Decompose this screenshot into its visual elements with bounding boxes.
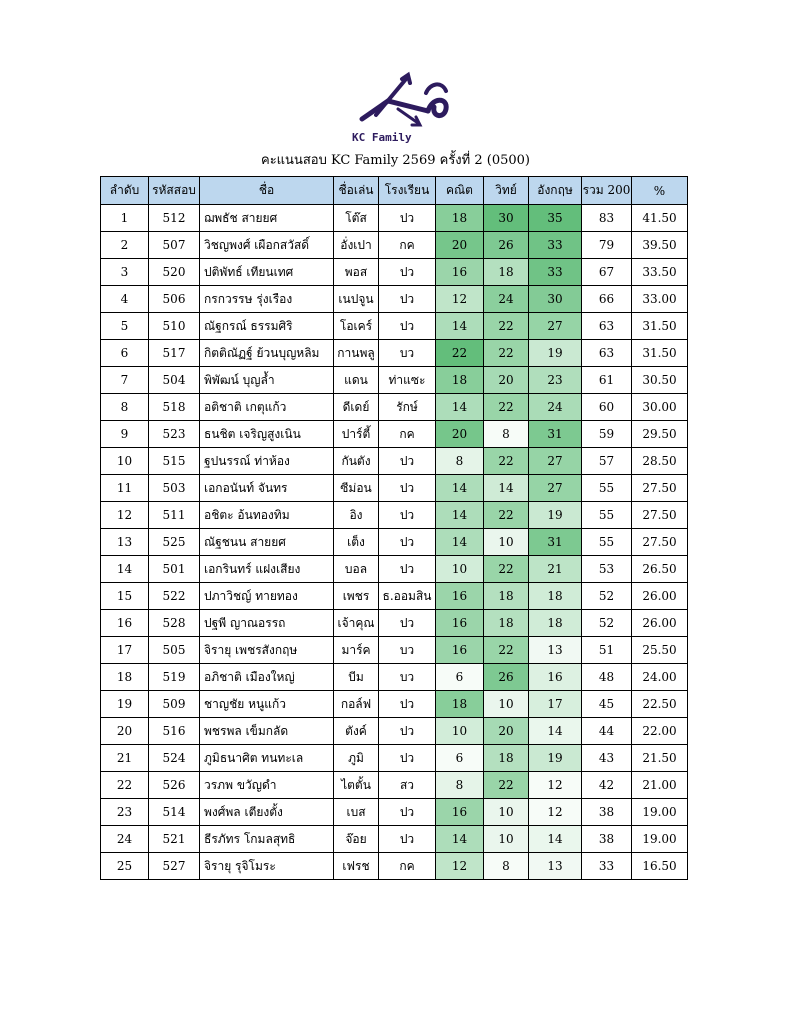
nickname-cell: บีม <box>334 664 379 691</box>
science-score-cell: 10 <box>484 691 529 718</box>
rank-cell: 9 <box>101 421 149 448</box>
header-row <box>101 177 688 205</box>
rank-cell: 12 <box>101 502 149 529</box>
english-score-cell: 17 <box>529 691 582 718</box>
rank-cell: 23 <box>101 799 149 826</box>
percent-cell: 22.50 <box>632 691 688 718</box>
exam-id-cell: 522 <box>149 583 200 610</box>
math-score-cell: 16 <box>436 637 484 664</box>
rank-cell: 8 <box>101 394 149 421</box>
name-cell: อภิชาติ เมืองใหญ่ <box>200 664 334 691</box>
name-cell: วิชญพงศ์ เผือกสวัสดิ์ <box>200 232 334 259</box>
rank-cell: 14 <box>101 556 149 583</box>
english-score-cell: 27 <box>529 475 582 502</box>
science-score-cell: 18 <box>484 259 529 286</box>
rank-cell: 5 <box>101 313 149 340</box>
science-score-cell: 22 <box>484 313 529 340</box>
total-cell: 83 <box>582 205 632 232</box>
table-row <box>101 502 688 529</box>
science-score-cell: 14 <box>484 475 529 502</box>
name-cell: อติชาติ เกตุแก้ว <box>200 394 334 421</box>
percent-cell: 19.00 <box>632 826 688 853</box>
science-score-cell: 26 <box>484 232 529 259</box>
percent-cell: 28.50 <box>632 448 688 475</box>
english-score-cell: 30 <box>529 286 582 313</box>
nickname-cell: เพชร <box>334 583 379 610</box>
table-row <box>101 718 688 745</box>
table-row <box>101 421 688 448</box>
math-score-cell: 18 <box>436 367 484 394</box>
total-cell: 44 <box>582 718 632 745</box>
kc-family-logo <box>336 71 454 149</box>
nickname-cell: เจ้าคุณ <box>334 610 379 637</box>
percent-cell: 21.50 <box>632 745 688 772</box>
total-cell: 57 <box>582 448 632 475</box>
science-score-cell: 20 <box>484 367 529 394</box>
exam-id-cell: 504 <box>149 367 200 394</box>
english-score-cell: 12 <box>529 772 582 799</box>
exam-id-cell: 516 <box>149 718 200 745</box>
total-cell: 42 <box>582 772 632 799</box>
nickname-cell: เฟรช <box>334 853 379 880</box>
table-body <box>101 205 688 880</box>
percent-cell: 24.00 <box>632 664 688 691</box>
total-cell: 61 <box>582 367 632 394</box>
percent-cell: 19.00 <box>632 799 688 826</box>
school-cell: ปว <box>379 475 436 502</box>
header-percent: % <box>632 177 688 205</box>
rank-cell: 16 <box>101 610 149 637</box>
english-score-cell: 19 <box>529 745 582 772</box>
science-score-cell: 22 <box>484 637 529 664</box>
rank-cell: 3 <box>101 259 149 286</box>
percent-cell: 21.00 <box>632 772 688 799</box>
english-score-cell: 27 <box>529 313 582 340</box>
total-cell: 55 <box>582 502 632 529</box>
school-cell: ปว <box>379 826 436 853</box>
total-cell: 53 <box>582 556 632 583</box>
percent-cell: 16.50 <box>632 853 688 880</box>
school-cell: ปว <box>379 799 436 826</box>
total-cell: 43 <box>582 745 632 772</box>
table-row <box>101 556 688 583</box>
total-cell: 52 <box>582 583 632 610</box>
school-cell: กค <box>379 853 436 880</box>
math-score-cell: 22 <box>436 340 484 367</box>
science-score-cell: 20 <box>484 718 529 745</box>
nickname-cell: ภูมิ <box>334 745 379 772</box>
exam-id-cell: 514 <box>149 799 200 826</box>
english-score-cell: 31 <box>529 421 582 448</box>
name-cell: อชิตะ อ้นทองทิม <box>200 502 334 529</box>
science-score-cell: 18 <box>484 745 529 772</box>
name-cell: ธีรภัทร โกมลสุทธิ <box>200 826 334 853</box>
science-score-cell: 18 <box>484 583 529 610</box>
math-score-cell: 16 <box>436 799 484 826</box>
percent-cell: 27.50 <box>632 502 688 529</box>
exam-id-cell: 505 <box>149 637 200 664</box>
math-score-cell: 14 <box>436 475 484 502</box>
table-row <box>101 745 688 772</box>
math-score-cell: 10 <box>436 718 484 745</box>
nickname-cell: ไตตั้น <box>334 772 379 799</box>
total-cell: 51 <box>582 637 632 664</box>
rank-cell: 20 <box>101 718 149 745</box>
math-score-cell: 6 <box>436 664 484 691</box>
science-score-cell: 10 <box>484 826 529 853</box>
english-score-cell: 31 <box>529 529 582 556</box>
name-cell: ภูมิธนาศิต ทนทะเล <box>200 745 334 772</box>
english-score-cell: 18 <box>529 610 582 637</box>
percent-cell: 31.50 <box>632 313 688 340</box>
total-cell: 38 <box>582 826 632 853</box>
header-name: ชื่อ <box>200 177 334 205</box>
exam-id-cell: 512 <box>149 205 200 232</box>
percent-cell: 26.00 <box>632 583 688 610</box>
school-cell: รักษ์ <box>379 394 436 421</box>
percent-cell: 31.50 <box>632 340 688 367</box>
nickname-cell: แดน <box>334 367 379 394</box>
nickname-cell: จ๊อย <box>334 826 379 853</box>
math-score-cell: 12 <box>436 286 484 313</box>
school-cell: ปว <box>379 448 436 475</box>
school-cell: ท่าแซะ <box>379 367 436 394</box>
name-cell: ณัฐชนน สายยศ <box>200 529 334 556</box>
percent-cell: 27.50 <box>632 475 688 502</box>
name-cell: ปติพัทธ์ เทียนเทศ <box>200 259 334 286</box>
total-cell: 33 <box>582 853 632 880</box>
name-cell: ชาญชัย หนูแก้ว <box>200 691 334 718</box>
science-score-cell: 22 <box>484 772 529 799</box>
exam-id-cell: 511 <box>149 502 200 529</box>
header-math: คณิต <box>436 177 484 205</box>
exam-id-cell: 524 <box>149 745 200 772</box>
rank-cell: 10 <box>101 448 149 475</box>
exam-id-cell: 507 <box>149 232 200 259</box>
school-cell: กค <box>379 421 436 448</box>
science-score-cell: 18 <box>484 610 529 637</box>
science-score-cell: 24 <box>484 286 529 313</box>
school-cell: ปว <box>379 718 436 745</box>
nickname-cell: ซีม่อน <box>334 475 379 502</box>
table-row <box>101 610 688 637</box>
percent-cell: 29.50 <box>632 421 688 448</box>
science-score-cell: 10 <box>484 529 529 556</box>
percent-cell: 30.50 <box>632 367 688 394</box>
exam-id-cell: 526 <box>149 772 200 799</box>
rank-cell: 13 <box>101 529 149 556</box>
school-cell: ปว <box>379 502 436 529</box>
english-score-cell: 19 <box>529 502 582 529</box>
exam-id-cell: 527 <box>149 853 200 880</box>
exam-id-cell: 517 <box>149 340 200 367</box>
school-cell: ปว <box>379 556 436 583</box>
math-score-cell: 14 <box>436 313 484 340</box>
math-score-cell: 20 <box>436 232 484 259</box>
math-score-cell: 14 <box>436 502 484 529</box>
table-row <box>101 286 688 313</box>
header-total: รวม 200 <box>582 177 632 205</box>
science-score-cell: 22 <box>484 394 529 421</box>
rank-cell: 17 <box>101 637 149 664</box>
rank-cell: 18 <box>101 664 149 691</box>
header-nickname: ชื่อเล่น <box>334 177 379 205</box>
school-cell: ปว <box>379 259 436 286</box>
school-cell: ปว <box>379 691 436 718</box>
math-score-cell: 16 <box>436 259 484 286</box>
english-score-cell: 24 <box>529 394 582 421</box>
total-cell: 48 <box>582 664 632 691</box>
nickname-cell: พอส <box>334 259 379 286</box>
name-cell: จิรายุ รุจิโมระ <box>200 853 334 880</box>
rank-cell: 22 <box>101 772 149 799</box>
math-score-cell: 18 <box>436 691 484 718</box>
school-cell: บว <box>379 664 436 691</box>
total-cell: 60 <box>582 394 632 421</box>
nickname-cell: อั่งเปา <box>334 232 379 259</box>
total-cell: 45 <box>582 691 632 718</box>
english-score-cell: 21 <box>529 556 582 583</box>
math-score-cell: 8 <box>436 772 484 799</box>
english-score-cell: 12 <box>529 799 582 826</box>
school-cell: บว <box>379 637 436 664</box>
page-title: คะแนนสอบ KC Family 2569 ครั้งที่ 2 (0500) <box>261 153 530 168</box>
rank-cell: 1 <box>101 205 149 232</box>
table-row <box>101 637 688 664</box>
exam-id-cell: 520 <box>149 259 200 286</box>
header-science: วิทย์ <box>484 177 529 205</box>
nickname-cell: โต๊ส <box>334 205 379 232</box>
table-row <box>101 394 688 421</box>
table-row <box>101 313 688 340</box>
math-score-cell: 12 <box>436 853 484 880</box>
math-score-cell: 6 <box>436 745 484 772</box>
total-cell: 52 <box>582 610 632 637</box>
percent-cell: 22.00 <box>632 718 688 745</box>
header-school: โรงเรียน <box>379 177 436 205</box>
total-cell: 38 <box>582 799 632 826</box>
exam-id-cell: 503 <box>149 475 200 502</box>
math-score-cell: 14 <box>436 529 484 556</box>
name-cell: ฐปนรรณ์ ท่าห้อง <box>200 448 334 475</box>
name-cell: กิตติณัฏฐ์ ย้วนบุญหลิม <box>200 340 334 367</box>
name-cell: จิรายุ เพชรสังกฤษ <box>200 637 334 664</box>
english-score-cell: 16 <box>529 664 582 691</box>
score-table <box>100 176 688 880</box>
percent-cell: 33.50 <box>632 259 688 286</box>
exam-id-cell: 506 <box>149 286 200 313</box>
rank-cell: 25 <box>101 853 149 880</box>
rank-cell: 2 <box>101 232 149 259</box>
table-row <box>101 799 688 826</box>
table-row <box>101 259 688 286</box>
name-cell: พชรพล เข็มกลัด <box>200 718 334 745</box>
english-score-cell: 18 <box>529 583 582 610</box>
school-cell: ปว <box>379 313 436 340</box>
exam-id-cell: 515 <box>149 448 200 475</box>
percent-cell: 26.50 <box>632 556 688 583</box>
nickname-cell: บอล <box>334 556 379 583</box>
math-score-cell: 14 <box>436 394 484 421</box>
table-row <box>101 691 688 718</box>
english-score-cell: 35 <box>529 205 582 232</box>
total-cell: 67 <box>582 259 632 286</box>
header-rank: ลำดับ <box>101 177 149 205</box>
science-score-cell: 22 <box>484 556 529 583</box>
nickname-cell: กันตัง <box>334 448 379 475</box>
name-cell: วรภพ ขวัญดำ <box>200 772 334 799</box>
total-cell: 63 <box>582 340 632 367</box>
english-score-cell: 23 <box>529 367 582 394</box>
english-score-cell: 13 <box>529 637 582 664</box>
english-score-cell: 33 <box>529 259 582 286</box>
table-row <box>101 448 688 475</box>
percent-cell: 33.00 <box>632 286 688 313</box>
science-score-cell: 26 <box>484 664 529 691</box>
science-score-cell: 8 <box>484 421 529 448</box>
total-cell: 79 <box>582 232 632 259</box>
name-cell: พงศ์พล เตียงตั้ง <box>200 799 334 826</box>
table-row <box>101 529 688 556</box>
nickname-cell: เบส <box>334 799 379 826</box>
nickname-cell: โอเคร์ <box>334 313 379 340</box>
name-cell: ปภาวิชญ์ ทายทอง <box>200 583 334 610</box>
table-row <box>101 583 688 610</box>
table-row <box>101 367 688 394</box>
science-score-cell: 22 <box>484 340 529 367</box>
nickname-cell: เต็ง <box>334 529 379 556</box>
rank-cell: 6 <box>101 340 149 367</box>
exam-id-cell: 523 <box>149 421 200 448</box>
table-row <box>101 340 688 367</box>
table-row <box>101 232 688 259</box>
name-cell: ปฐพี ญาณอรรถ <box>200 610 334 637</box>
english-score-cell: 19 <box>529 340 582 367</box>
table-row <box>101 205 688 232</box>
rank-cell: 24 <box>101 826 149 853</box>
rank-cell: 21 <box>101 745 149 772</box>
exam-id-cell: 528 <box>149 610 200 637</box>
percent-cell: 26.00 <box>632 610 688 637</box>
school-cell: ปว <box>379 610 436 637</box>
logo-text: KC Family <box>352 131 412 144</box>
total-cell: 55 <box>582 529 632 556</box>
science-score-cell: 22 <box>484 502 529 529</box>
percent-cell: 25.50 <box>632 637 688 664</box>
rank-cell: 4 <box>101 286 149 313</box>
math-score-cell: 20 <box>436 421 484 448</box>
nickname-cell: มาร์ค <box>334 637 379 664</box>
total-cell: 59 <box>582 421 632 448</box>
nickname-cell: กานพลู <box>334 340 379 367</box>
header-exam-id: รหัสสอบ <box>149 177 200 205</box>
english-score-cell: 14 <box>529 718 582 745</box>
exam-id-cell: 518 <box>149 394 200 421</box>
name-cell: เอกรินทร์ แฝงเสียง <box>200 556 334 583</box>
school-cell: สว <box>379 772 436 799</box>
nickname-cell: ตังค์ <box>334 718 379 745</box>
exam-id-cell: 521 <box>149 826 200 853</box>
math-score-cell: 18 <box>436 205 484 232</box>
exam-id-cell: 509 <box>149 691 200 718</box>
name-cell: ฌพธัช สายยศ <box>200 205 334 232</box>
rank-cell: 7 <box>101 367 149 394</box>
table-row <box>101 664 688 691</box>
nickname-cell: ปาร์ตี้ <box>334 421 379 448</box>
school-cell: ธ.ออมสิน <box>379 583 436 610</box>
math-score-cell: 16 <box>436 583 484 610</box>
total-cell: 63 <box>582 313 632 340</box>
nickname-cell: เนปจูน <box>334 286 379 313</box>
name-cell: ธนชิต เจริญสูงเนิน <box>200 421 334 448</box>
school-cell: ปว <box>379 529 436 556</box>
english-score-cell: 27 <box>529 448 582 475</box>
table-row <box>101 772 688 799</box>
rank-cell: 15 <box>101 583 149 610</box>
name-cell: กรกวรรษ รุ่งเรือง <box>200 286 334 313</box>
english-score-cell: 33 <box>529 232 582 259</box>
school-cell: ปว <box>379 205 436 232</box>
math-score-cell: 14 <box>436 826 484 853</box>
percent-cell: 39.50 <box>632 232 688 259</box>
header-english: อังกฤษ <box>529 177 582 205</box>
exam-id-cell: 510 <box>149 313 200 340</box>
percent-cell: 30.00 <box>632 394 688 421</box>
table-row <box>101 475 688 502</box>
exam-id-cell: 519 <box>149 664 200 691</box>
school-cell: ปว <box>379 745 436 772</box>
exam-id-cell: 525 <box>149 529 200 556</box>
english-score-cell: 13 <box>529 853 582 880</box>
math-score-cell: 10 <box>436 556 484 583</box>
name-cell: ณัฐกรณ์ ธรรมศิริ <box>200 313 334 340</box>
name-cell: เอกอนันท์ จันทร <box>200 475 334 502</box>
science-score-cell: 10 <box>484 799 529 826</box>
school-cell: กค <box>379 232 436 259</box>
total-cell: 55 <box>582 475 632 502</box>
rank-cell: 11 <box>101 475 149 502</box>
rank-cell: 19 <box>101 691 149 718</box>
science-score-cell: 30 <box>484 205 529 232</box>
percent-cell: 27.50 <box>632 529 688 556</box>
total-cell: 66 <box>582 286 632 313</box>
nickname-cell: ดีเดย์ <box>334 394 379 421</box>
school-cell: บว <box>379 340 436 367</box>
math-score-cell: 16 <box>436 610 484 637</box>
name-cell: พิพัฒน์ บุญล้ำ <box>200 367 334 394</box>
science-score-cell: 22 <box>484 448 529 475</box>
exam-id-cell: 501 <box>149 556 200 583</box>
table-row <box>101 853 688 880</box>
english-score-cell: 14 <box>529 826 582 853</box>
math-score-cell: 8 <box>436 448 484 475</box>
percent-cell: 41.50 <box>632 205 688 232</box>
nickname-cell: อิง <box>334 502 379 529</box>
science-score-cell: 8 <box>484 853 529 880</box>
table-row <box>101 826 688 853</box>
nickname-cell: กอล์ฟ <box>334 691 379 718</box>
school-cell: ปว <box>379 286 436 313</box>
